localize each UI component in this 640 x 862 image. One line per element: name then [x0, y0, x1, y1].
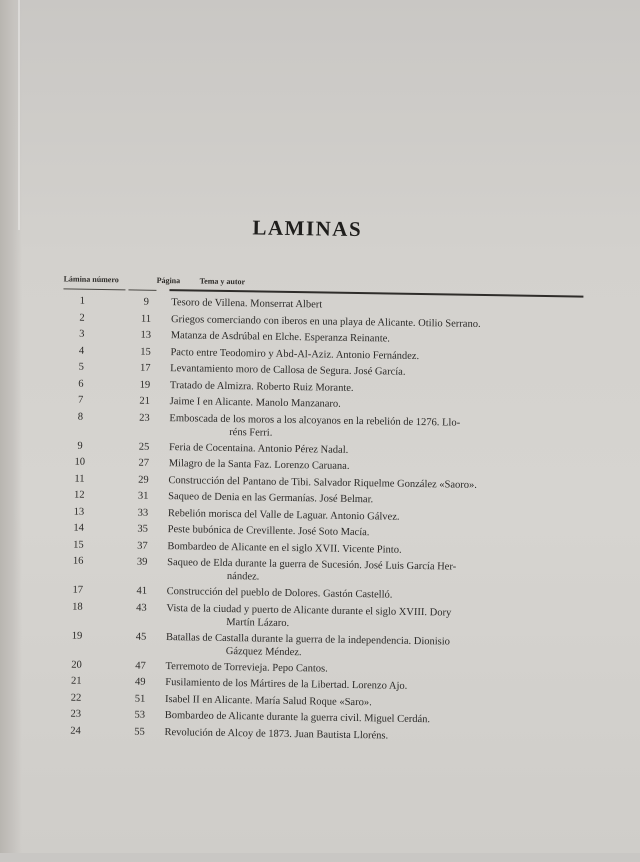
entry-page: 31 [137, 490, 149, 502]
entry-number: 9 [77, 440, 83, 452]
entry-page: 49 [134, 676, 146, 688]
entry-number: 4 [78, 345, 85, 357]
header-rule-page [128, 289, 156, 290]
entry-text: Revolución de Alcoy de 1873. Juan Bautista Lloréns. [164, 726, 389, 742]
entry-page: 41 [136, 585, 148, 597]
entry-page: 39 [136, 556, 148, 568]
entry-page: 47 [135, 660, 146, 672]
entry-number: 21 [70, 675, 82, 687]
page-title: LAMINAS [252, 215, 363, 242]
entry-page: 25 [138, 441, 150, 453]
entry-topic-author [166, 631, 576, 663]
entry-number: 23 [70, 708, 82, 720]
entry-number: 13 [73, 506, 85, 518]
entry-page: 43 [136, 602, 147, 614]
entry-text-continuation: Martín Lázaro. [226, 616, 290, 629]
entry-text: Bombardeo de Alicante durante la guerra civil. Miguel Cerdán. [164, 710, 431, 726]
entry-page: 23 [139, 412, 150, 424]
entry-number: 16 [72, 555, 84, 567]
entry-page: 27 [138, 457, 150, 469]
entry-number: 7 [78, 394, 84, 406]
header-pagina: Página [156, 275, 181, 286]
entry-topic-author [167, 556, 577, 588]
entry-page: 51 [134, 693, 146, 705]
entry-page: 21 [139, 395, 151, 407]
entry-topic-author [164, 726, 574, 745]
index-sheet [27, 0, 610, 862]
entry-text: Matanza de Asdrúbal en Elche. Esperanza Reinante. [170, 330, 391, 345]
entry-text: Milagro de la Santa Faz. Lorenzo Caruana. [168, 458, 350, 472]
entry-text: Pacto entre Teodomiro y Abd-Al-Aziz. Antonio Fernández. [170, 346, 420, 362]
entry-text-continuation: nández. [226, 571, 260, 583]
entry-text: Saqueo de Denia en las Germanías. José Belmar. [168, 491, 374, 506]
entry-number: 6 [78, 378, 84, 390]
entry-page: 55 [134, 726, 145, 738]
entry-text: Tratado de Almizra. Roberto Ruiz Morante. [169, 379, 354, 394]
entry-text: Vista de la ciudad y puerto de Alicante durante el siglo XVIII. Dory [166, 602, 452, 619]
entry-number: 18 [72, 601, 83, 613]
entry-page: 53 [134, 709, 146, 721]
entry-page: 11 [140, 313, 152, 325]
entry-page: 17 [139, 362, 151, 374]
entry-page: 15 [140, 346, 151, 358]
entry-page: 13 [140, 329, 152, 341]
entry-number: 1 [79, 295, 85, 307]
entry-number: 11 [74, 473, 85, 485]
entry-text: Isabel II en Alicante. María Salud Roque «Saro». [164, 693, 372, 708]
entry-number: 15 [73, 539, 84, 551]
entry-number: 24 [70, 725, 81, 737]
entry-number: 10 [74, 456, 86, 468]
entry-text: Terremoto de Torrevieja. Pepo Cantos. [165, 660, 328, 675]
entry-text: Levantamiento moro de Callosa de Segura. José García. [170, 363, 406, 378]
header-tema-y-autor: Tema y autor [199, 276, 246, 287]
entry-text: Rebelión morisca del Valle de Laguar. Antonio Gálvez. [167, 507, 400, 523]
entry-text: Emboscada de los moros a los alcoyanos en la rebelión de 1276. Llo- [169, 412, 461, 429]
entry-page: 45 [135, 631, 147, 643]
entry-topic-author [166, 602, 576, 634]
entry-number: 20 [71, 659, 82, 671]
entry-text: Construcción del Pantano de Tibi. Salvador Riquelme González «Saoro». [168, 474, 478, 491]
entry-number: 5 [78, 361, 84, 373]
header-rule-number [63, 288, 125, 290]
entry-number: 8 [77, 411, 84, 423]
entry-text: Peste bubónica de Crevillente. José Soto Macía. [167, 524, 370, 539]
entry-text: Saqueo de Elda durante la guerra de Sucesión. José Luis García Her- [167, 557, 457, 573]
entry-text: Griegos comerciando con iberos en una playa de Alicante. Otilio Serrano. [170, 313, 481, 330]
entry-text: Tesoro de Villena. Monserrat Albert [171, 297, 323, 311]
entry-text: Batallas de Castalla durante la guerra de la independencia. Dionisio [165, 631, 451, 648]
entry-text-continuation: réns Ferri. [229, 426, 273, 439]
header-lamina-numero: Lámina número [63, 274, 119, 285]
page-fold [18, 0, 20, 230]
entry-page: 35 [137, 523, 149, 535]
entry-number: 19 [71, 630, 83, 642]
entry-text: Bombardeo de Alicante en el siglo XVII. Vicente Pinto. [167, 540, 402, 556]
entry-number: 12 [73, 489, 85, 501]
entry-number: 3 [79, 328, 85, 340]
entry-page: 37 [137, 540, 148, 552]
entry-page: 33 [137, 507, 149, 519]
entry-topic-author [169, 412, 579, 444]
entry-number: 2 [79, 312, 85, 324]
entry-number: 14 [73, 522, 85, 534]
entry-page: 19 [139, 379, 151, 391]
entry-text: Feria de Cocentaina. Antonio Pérez Nadal. [168, 441, 349, 456]
entry-text: Fusilamiento de los Mártires de la Libertad. Lorenzo Ajo. [165, 677, 408, 692]
entry-number: 22 [70, 692, 82, 704]
entry-text: Jaime I en Alicante. Manolo Manzanaro. [169, 396, 341, 410]
entry-number: 17 [72, 584, 84, 596]
entry-text-continuation: Gázquez Méndez. [225, 645, 302, 658]
entry-text: Construcción del pueblo de Dolores. Gastón Castelló. [166, 586, 393, 601]
entry-page: 9 [143, 296, 149, 308]
entry-page: 29 [138, 474, 149, 486]
